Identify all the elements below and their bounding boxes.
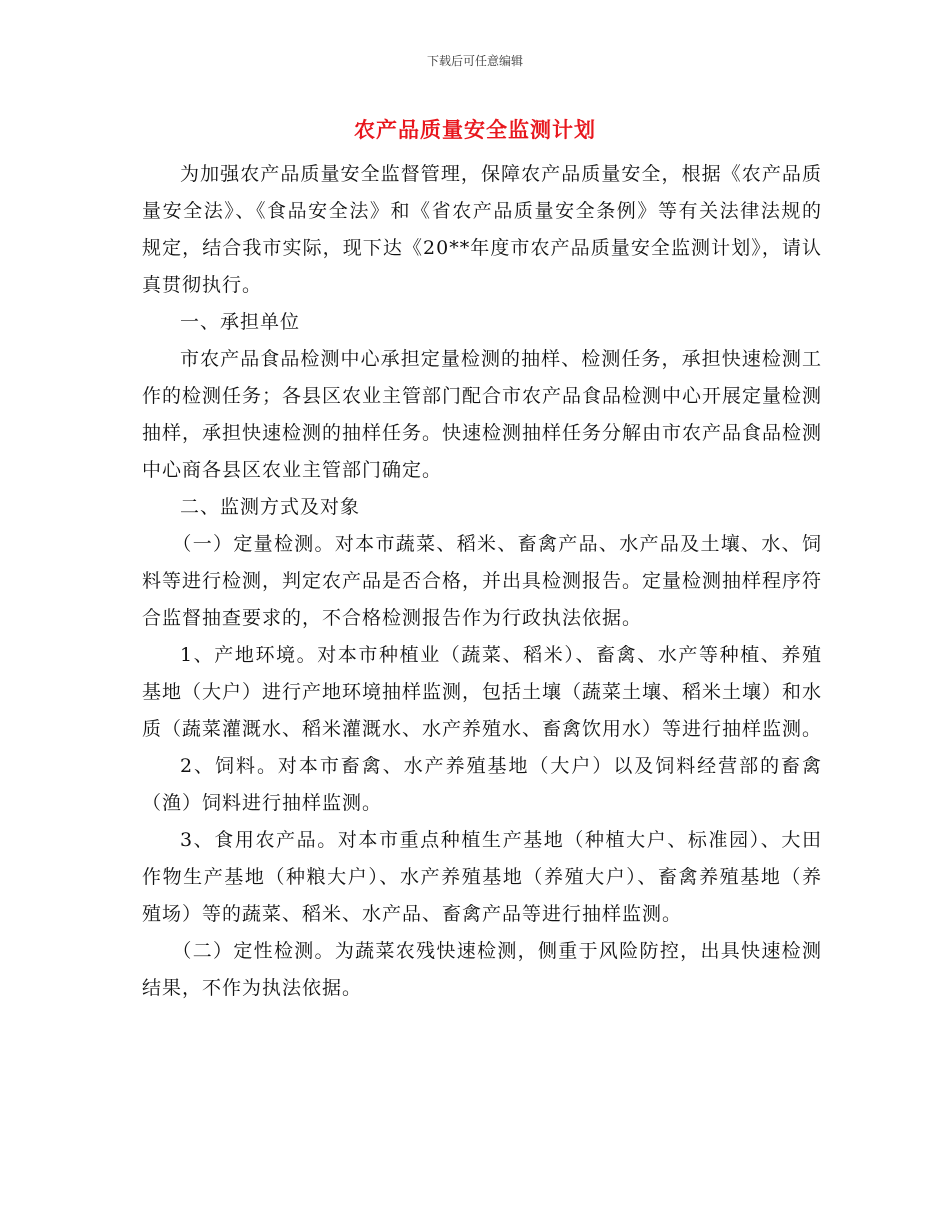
document-title: 农产品质量安全监测计划 — [354, 118, 596, 142]
edible-agricultural-products-paragraph: 3、食用农产品。对本市重点种植生产基地（种植大户、标准园）、大田作物生产基地（种粮大户）、水产养殖基地（养殖大户）、畜禽养殖基地（养殖场）等的蔬菜、稻米、水产品、畜禽产品等进行抽样监测。 — [142, 829, 822, 925]
qualitative-testing-paragraph: （二）定性检测。为蔬菜农残快速检测，侧重于风险防控，出具快速检测结果，不作为执法依据。 — [142, 940, 822, 999]
quantitative-testing-paragraph: （一）定量检测。对本市蔬菜、稻米、畜禽产品、水产品及土壤、水、饲料等进行检测，判定农产品是否合格，并出具检测报告。定量检测抽样程序符合监督抽查要求的，不合格检测报告作为行政执法依据。 — [142, 533, 823, 629]
page-header-note: 下载后可任意编辑 — [426, 54, 523, 68]
production-environment-paragraph: 1、产地环境。对本市种植业（蔬菜、稻米）、畜禽、水产等种植、养殖基地（大户）进行产地环境抽样监测，包括土壤（蔬菜土壤、稻米土壤）和水质（蔬菜灌溉水、稻米灌溉水、水产养殖水、畜禽饮用水）等进行抽样监测。 — [142, 644, 823, 740]
undertaking-units-paragraph: 市农产品食品检测中心承担定量检测的抽样、检测任务，承担快速检测工作的检测任务；各县区农业主管部门配合市农产品食品检测中心开展定量检测抽样，承担快速检测的抽样任务。快速检测抽样任务分解由市农产品食品检测中心商各县区农业主管部门确定。 — [142, 348, 823, 481]
document-body — [142, 156, 822, 1007]
intro-paragraph: 为加强农产品质量安全监督管理，保障农产品质量安全，根据《农产品质量安全法》、《食品安全法》和《省农产品质量安全条例》等有关法律法规的规定，结合我市实际，现下达《20**年度市农产品质量安全监测计划》，请认真贯彻执行。 — [142, 163, 822, 296]
section-heading-undertaking-units: 一、承担单位 — [180, 311, 301, 333]
feed-paragraph: 2、饲料。对本市畜禽、水产养殖基地（大户）以及饲料经营部的畜禽（渔）饲料进行抽样监测。 — [142, 755, 822, 814]
section-heading-monitoring-methods: 二、监测方式及对象 — [180, 496, 361, 518]
